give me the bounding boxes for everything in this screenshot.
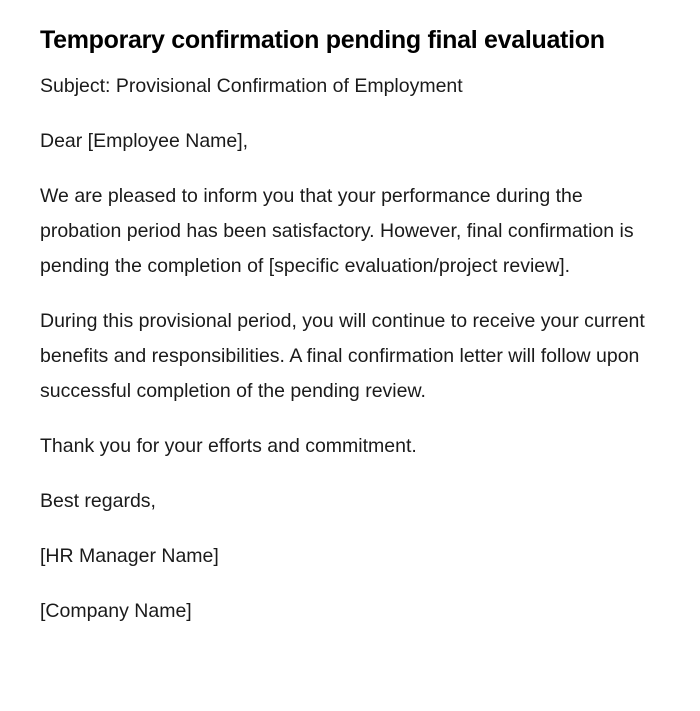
body-paragraph: During this provisional period, you will continue to receive your current benefits and responsibilities. A final confirmation letter will follow upon successful completion of the pending review. [40,310,645,402]
closing: Best regards, [40,490,156,512]
company-name: [Company Name] [40,600,192,622]
page-title: Temporary confirmation pending final evaluation [40,26,605,54]
greeting: Dear [Employee Name], [40,130,249,152]
subject-line: Subject: Provisional Confirmation of Employment [40,75,463,97]
body-paragraph: We are pleased to inform you that your performance during the probation period has been satisfactory. However, final confirmation is pending the completion of [specific evaluation/project review]. [40,185,634,277]
body-paragraph: Thank you for your efforts and commitment. [40,435,417,457]
signer-name: [HR Manager Name] [40,545,219,567]
